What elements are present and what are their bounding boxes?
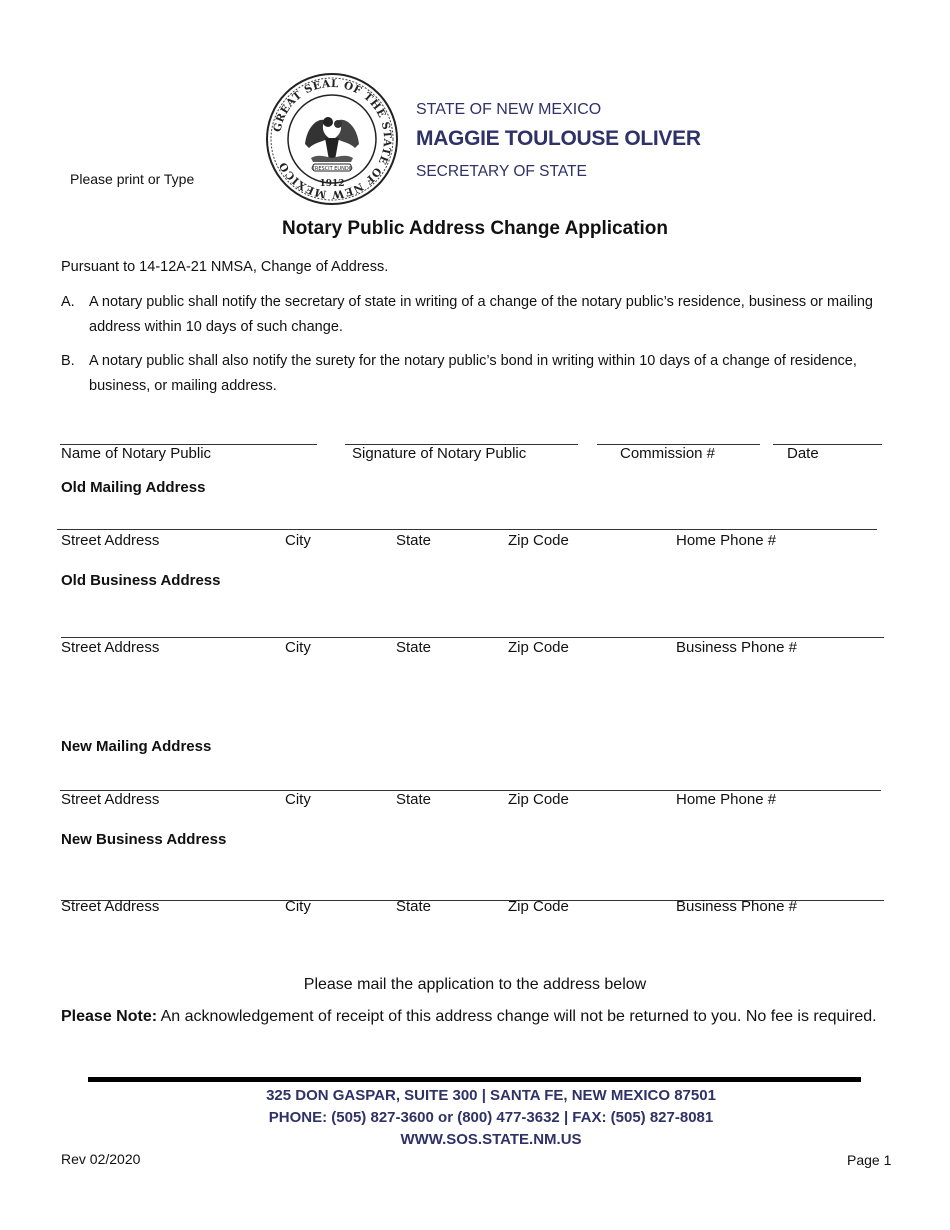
revision-label: Rev 02/2020 bbox=[61, 1151, 141, 1167]
city-label: City bbox=[285, 532, 311, 549]
city-label: City bbox=[285, 898, 311, 915]
phone-label: Business Phone # bbox=[676, 898, 797, 915]
new-business-heading: New Business Address bbox=[61, 831, 227, 848]
item-text: A notary public shall notify the secretary of state in writing of a change of the notary public’s residence, business or mailing address within 10 days of such change. bbox=[89, 294, 873, 335]
state-seal-logo bbox=[265, 72, 399, 206]
mail-instruction: Please mail the application to the address below bbox=[303, 976, 647, 993]
zip-label: Zip Code bbox=[508, 532, 569, 549]
header-state-line: STATE OF NEW MEXICO bbox=[416, 101, 602, 118]
old-business-fill-line[interactable] bbox=[61, 637, 884, 638]
state-label: State bbox=[396, 532, 432, 549]
header-office-line: SECRETARY OF STATE bbox=[416, 163, 587, 180]
city-label: City bbox=[285, 791, 311, 808]
requirement-item-b bbox=[61, 349, 901, 399]
phone-label: Home Phone # bbox=[676, 532, 777, 549]
street-label: Street Address bbox=[61, 639, 160, 656]
old-mailing-heading: Old Mailing Address bbox=[61, 479, 206, 496]
state-label: State bbox=[396, 791, 432, 808]
street-label: Street Address bbox=[61, 791, 160, 808]
new-mailing-heading: New Mailing Address bbox=[61, 738, 212, 755]
old-business-heading: Old Business Address bbox=[61, 572, 221, 589]
print-note: Please print or Type bbox=[70, 171, 195, 187]
zip-label: Zip Code bbox=[508, 791, 569, 808]
state-label: State bbox=[396, 639, 432, 656]
pursuant-statute: Pursuant to 14-12A-21 NMSA, Change of Address. bbox=[61, 259, 389, 275]
zip-label: Zip Code bbox=[508, 639, 569, 656]
zip-label: Zip Code bbox=[508, 898, 569, 915]
old-mailing-fill-line[interactable] bbox=[57, 529, 877, 530]
svg-text:CRESCIT EUNDO: CRESCIT EUNDO bbox=[311, 166, 353, 172]
footer-website[interactable]: WWW.SOS.STATE.NM.US bbox=[400, 1131, 582, 1148]
signature-label: Signature of Notary Public bbox=[352, 445, 527, 462]
street-label: Street Address bbox=[61, 532, 160, 549]
street-label: Street Address bbox=[61, 898, 160, 915]
note-paragraph bbox=[61, 1006, 891, 1028]
svg-text:GREAT SEAL OF THE STATE OF NEW: GREAT SEAL OF THE STATE OF NEW MEXICO bbox=[271, 77, 394, 201]
item-text: A notary public shall also notify the surety for the notary public’s bond in writing within 10 days of a change of residence, business, or mailing address. bbox=[89, 353, 857, 394]
requirement-item-a bbox=[61, 290, 901, 340]
footer-phone: PHONE: (505) 827-3600 or (800) 477-3632 | FAX: (505) 827-8081 bbox=[268, 1109, 714, 1126]
phone-label: Business Phone # bbox=[676, 639, 797, 656]
footer-divider bbox=[88, 1077, 861, 1082]
svg-text:1912: 1912 bbox=[319, 179, 345, 189]
item-letter: A. bbox=[61, 294, 75, 310]
phone-label: Home Phone # bbox=[676, 791, 777, 808]
note-label: Please Note: bbox=[61, 1008, 158, 1025]
footer-address: 325 DON GASPAR, SUITE 300 | SANTA FE, NEW MEXICO 87501 bbox=[266, 1087, 716, 1104]
city-label: City bbox=[285, 639, 311, 656]
notary-name-label: Name of Notary Public bbox=[61, 445, 212, 462]
date-label: Date bbox=[787, 445, 819, 462]
note-text: An acknowledgement of receipt of this address change will not be returned to you. No fee is required. bbox=[157, 1008, 877, 1025]
header-secretary-name: MAGGIE TOULOUSE OLIVER bbox=[416, 127, 701, 150]
page-number: Page 1 bbox=[847, 1152, 892, 1168]
form-title: Notary Public Address Change Application bbox=[281, 218, 669, 239]
state-label: State bbox=[396, 898, 432, 915]
item-letter: B. bbox=[61, 353, 75, 369]
commission-label: Commission # bbox=[620, 445, 716, 462]
